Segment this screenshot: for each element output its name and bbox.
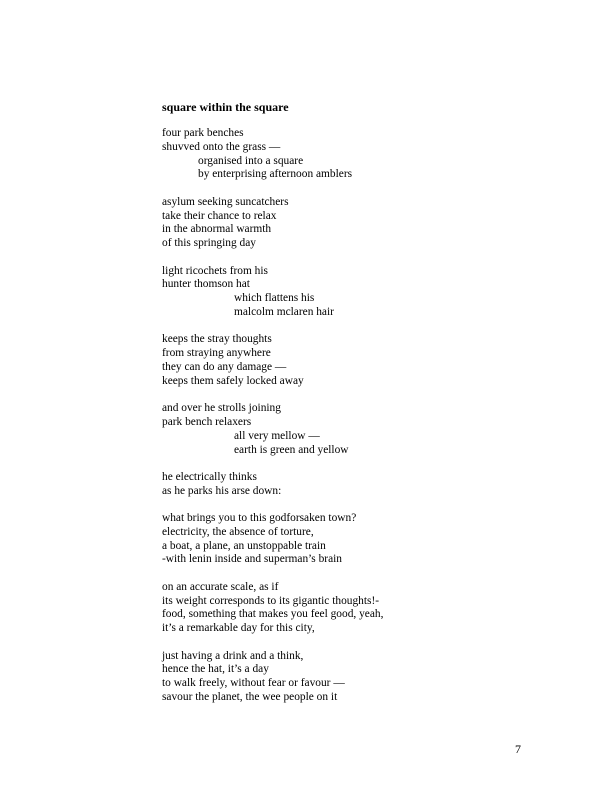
- poem-body: [162, 127, 582, 718]
- poem-line: park bench relaxers: [162, 415, 252, 428]
- poem-line: from straying anywhere: [162, 347, 271, 360]
- poem-line: hunter thomson hat: [162, 278, 250, 291]
- poem-line: and over he strolls joining: [162, 402, 281, 415]
- poem-line: to walk freely, without fear or favour —: [162, 677, 345, 690]
- poem-line: malcolm mclaren hair: [234, 305, 334, 318]
- poem-line: hence the hat, it’s a day: [162, 663, 269, 676]
- stanza: [162, 471, 582, 499]
- poem-line: all very mellow —: [234, 429, 320, 442]
- poem-line: he electrically thinks: [162, 470, 257, 483]
- stanza: [162, 581, 582, 636]
- poem-line: just having a drink and a think,: [162, 649, 304, 662]
- poem-line: take their chance to relax: [162, 209, 277, 222]
- page-number: 7: [515, 742, 521, 756]
- poem-line: what brings you to this godforsaken town?: [162, 512, 357, 525]
- stanza: [162, 650, 582, 705]
- stanza: [162, 402, 582, 457]
- poem-line: which flattens his: [234, 292, 315, 305]
- stanza: [162, 333, 582, 388]
- poem-line: by enterprising afternoon amblers: [198, 168, 353, 181]
- poem-line: its weight corresponds to its gigantic thoughts!-: [162, 594, 380, 607]
- stanza: [162, 512, 582, 567]
- stanza: [162, 265, 582, 320]
- poem-line: organised into a square: [198, 154, 304, 167]
- poem-line: keeps the stray thoughts: [162, 333, 272, 346]
- poem-line: asylum seeking suncatchers: [162, 195, 289, 208]
- poem-line: it’s a remarkable day for this city,: [162, 622, 315, 635]
- poem-line: a boat, a plane, an unstoppable train: [162, 539, 326, 552]
- poem-line: savour the planet, the wee people on it: [162, 691, 338, 704]
- poem-line: electricity, the absence of torture,: [162, 525, 314, 538]
- stanza: [162, 127, 582, 182]
- poem-line: of this springing day: [162, 237, 256, 250]
- poem-line: light ricochets from his: [162, 264, 268, 277]
- poem-line: as he parks his arse down:: [162, 484, 282, 497]
- poem-line: earth is green and yellow: [234, 443, 349, 456]
- poem-line: they can do any damage —: [162, 360, 287, 373]
- poem-line: -with lenin inside and superman’s brain: [162, 553, 342, 566]
- poem-line: shuvved onto the grass —: [162, 140, 281, 153]
- poem-line: on an accurate scale, as if: [162, 580, 279, 593]
- poem-line: four park benches: [162, 127, 244, 139]
- poem-line: keeps them safely locked away: [162, 374, 304, 387]
- poem-title: square within the square: [162, 100, 289, 114]
- stanza: [162, 196, 582, 251]
- poem-line: food, something that makes you feel good, yeah,: [162, 608, 384, 621]
- poem-line: in the abnormal warmth: [162, 223, 272, 236]
